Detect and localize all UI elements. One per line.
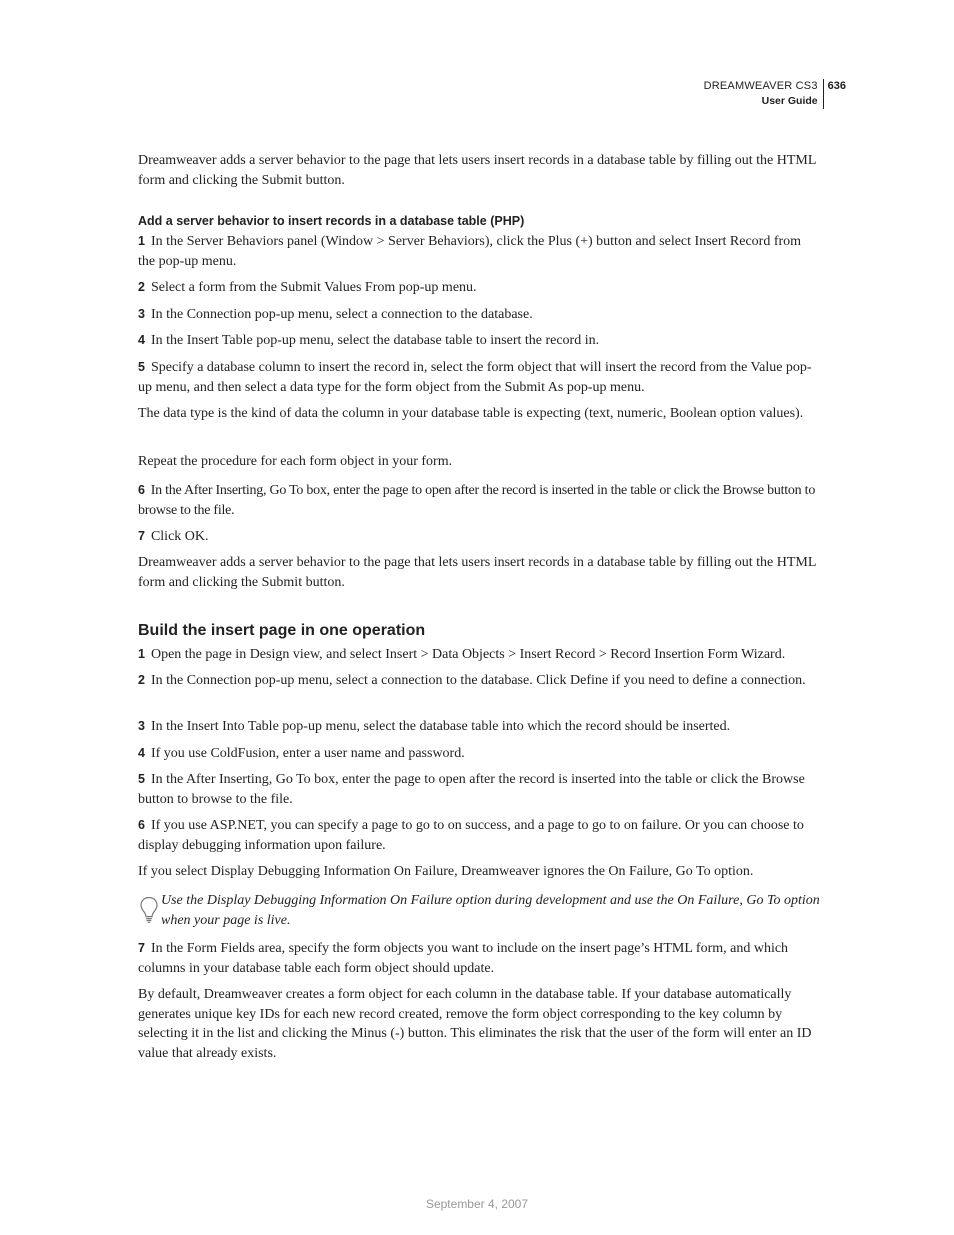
closing-paragraph: [138, 985, 818, 1063]
step-text: In the Connection pop-up menu, select a connection to the database. Click Define if you need to define a connection.: [150, 673, 806, 688]
product-name: DREAMWEAVER CS3: [703, 80, 818, 92]
proc1-note-1: [138, 404, 818, 424]
step-number: 7: [138, 941, 145, 955]
step-text: If you use ColdFusion, enter a user name and password.: [150, 746, 465, 761]
step-text: In the Insert Table pop-up menu, select the database table to insert the record in.: [150, 333, 600, 348]
proc1-step-3: [138, 305, 818, 325]
step-number: 2: [138, 673, 145, 687]
step-number: 6: [138, 818, 145, 832]
running-header: [704, 79, 846, 109]
step-text: Specify a database column to insert the record in, select the form object that will insert the record from the Value pop-up menu, and then select a data type for the form object from the Submit As pop-up menu.: [138, 360, 812, 395]
section-step-6: [138, 816, 818, 855]
section-step-3: [138, 717, 818, 737]
step-number: 1: [138, 647, 145, 661]
section-heading: Build the insert page in one operation: [138, 622, 426, 639]
tip-text: Use the Display Debugging Information On Failure option during development and use the On Failure, Go To option when your page is live.: [161, 893, 820, 928]
step-text: Click OK.: [150, 529, 209, 544]
proc1-outro: [138, 553, 818, 592]
section-step-4: [138, 744, 818, 764]
proc1-step-1: [138, 232, 818, 271]
step-text: In the Connection pop-up menu, select a connection to the database.: [150, 307, 533, 322]
step-number: 3: [138, 719, 145, 733]
section-step-2: [138, 671, 818, 691]
step-number: 4: [138, 746, 145, 760]
outro-text: Dreamweaver adds a server behavior to the page that lets users insert records in a database table by filling out the HTML form and clicking the Submit button.: [138, 555, 816, 590]
proc1-step-4: [138, 331, 818, 351]
step-text: In the Form Fields area, specify the form objects you want to include on the insert page’s HTML form, and which columns in your database table each form object should update.: [138, 941, 789, 976]
note-text: Repeat the procedure for each form object in your form.: [138, 454, 453, 469]
step-number: 7: [138, 529, 145, 543]
debug-note: [138, 862, 818, 882]
step-text: In the Server Behaviors panel (Window > Server Behaviors), click the Plus (+) button and select Insert Record from the pop-up menu.: [138, 234, 802, 269]
intro-text: Dreamweaver adds a server behavior to the page that lets users insert records in a database table by filling out the HTML form and clicking the Submit button.: [138, 153, 816, 188]
proc1-step-5: [138, 358, 818, 397]
proc1-step-7: [138, 527, 818, 547]
note-text: If you select Display Debugging Information On Failure, Dreamweaver ignores the On Failure, Go To option.: [138, 864, 754, 879]
closing-text: By default, Dreamweaver creates a form object for each column in the database table. If your database automatically generates unique key IDs for each new record created, remove the form object corresponding to the key column by selecting it in the list and clicking the Minus (-) button. This eliminates the risk that the user of the form will enter an ID value that already exists.: [138, 987, 812, 1061]
section-step-1: [138, 645, 828, 665]
step-number: 1: [138, 234, 145, 248]
step-number: 3: [138, 307, 145, 321]
intro-paragraph: [138, 151, 818, 190]
footer-date: September 4, 2007: [425, 1197, 529, 1211]
step-number: 2: [138, 280, 145, 294]
step-text: In the After Inserting, Go To box, enter the page to open after the record is inserted into the table or click the Browse button to browse to the file.: [138, 772, 805, 807]
step-number: 6: [138, 483, 145, 497]
step-text: Open the page in Design view, and select Insert > Data Objects > Insert Record > Record Insertion Form Wizard.: [150, 647, 786, 662]
proc1-note-2: [138, 452, 818, 472]
step-number: 5: [138, 772, 145, 786]
step-text: If you use ASP.NET, you can specify a page to go to on success, and a page to go to on failure. Or you can choose to display debugging information upon failure.: [138, 818, 804, 853]
procedure-heading: Add a server behavior to insert records in a database table (PHP): [138, 214, 525, 228]
step-text: Select a form from the Submit Values From pop-up menu.: [150, 280, 477, 295]
step-number: 4: [138, 333, 145, 347]
proc1-step-6: [138, 481, 818, 520]
note-text: The data type is the kind of data the column in your database table is expecting (text, numeric, Boolean option values).: [138, 406, 804, 421]
page-number: 636: [827, 80, 846, 92]
step-number: 5: [138, 360, 145, 374]
section-step-7: [138, 939, 818, 978]
step-text: In the After Inserting, Go To box, enter the page to open after the record is inserted in the table or click the Browse button to browse to the file.: [138, 483, 816, 518]
header-titles: [704, 79, 824, 109]
proc1-step-2: [138, 278, 818, 298]
section-step-5: [138, 770, 818, 809]
step-text: In the Insert Into Table pop-up menu, select the database table into which the record should be inserted.: [150, 719, 731, 734]
lightbulb-icon: [139, 896, 159, 929]
guide-name: User Guide: [761, 95, 818, 107]
